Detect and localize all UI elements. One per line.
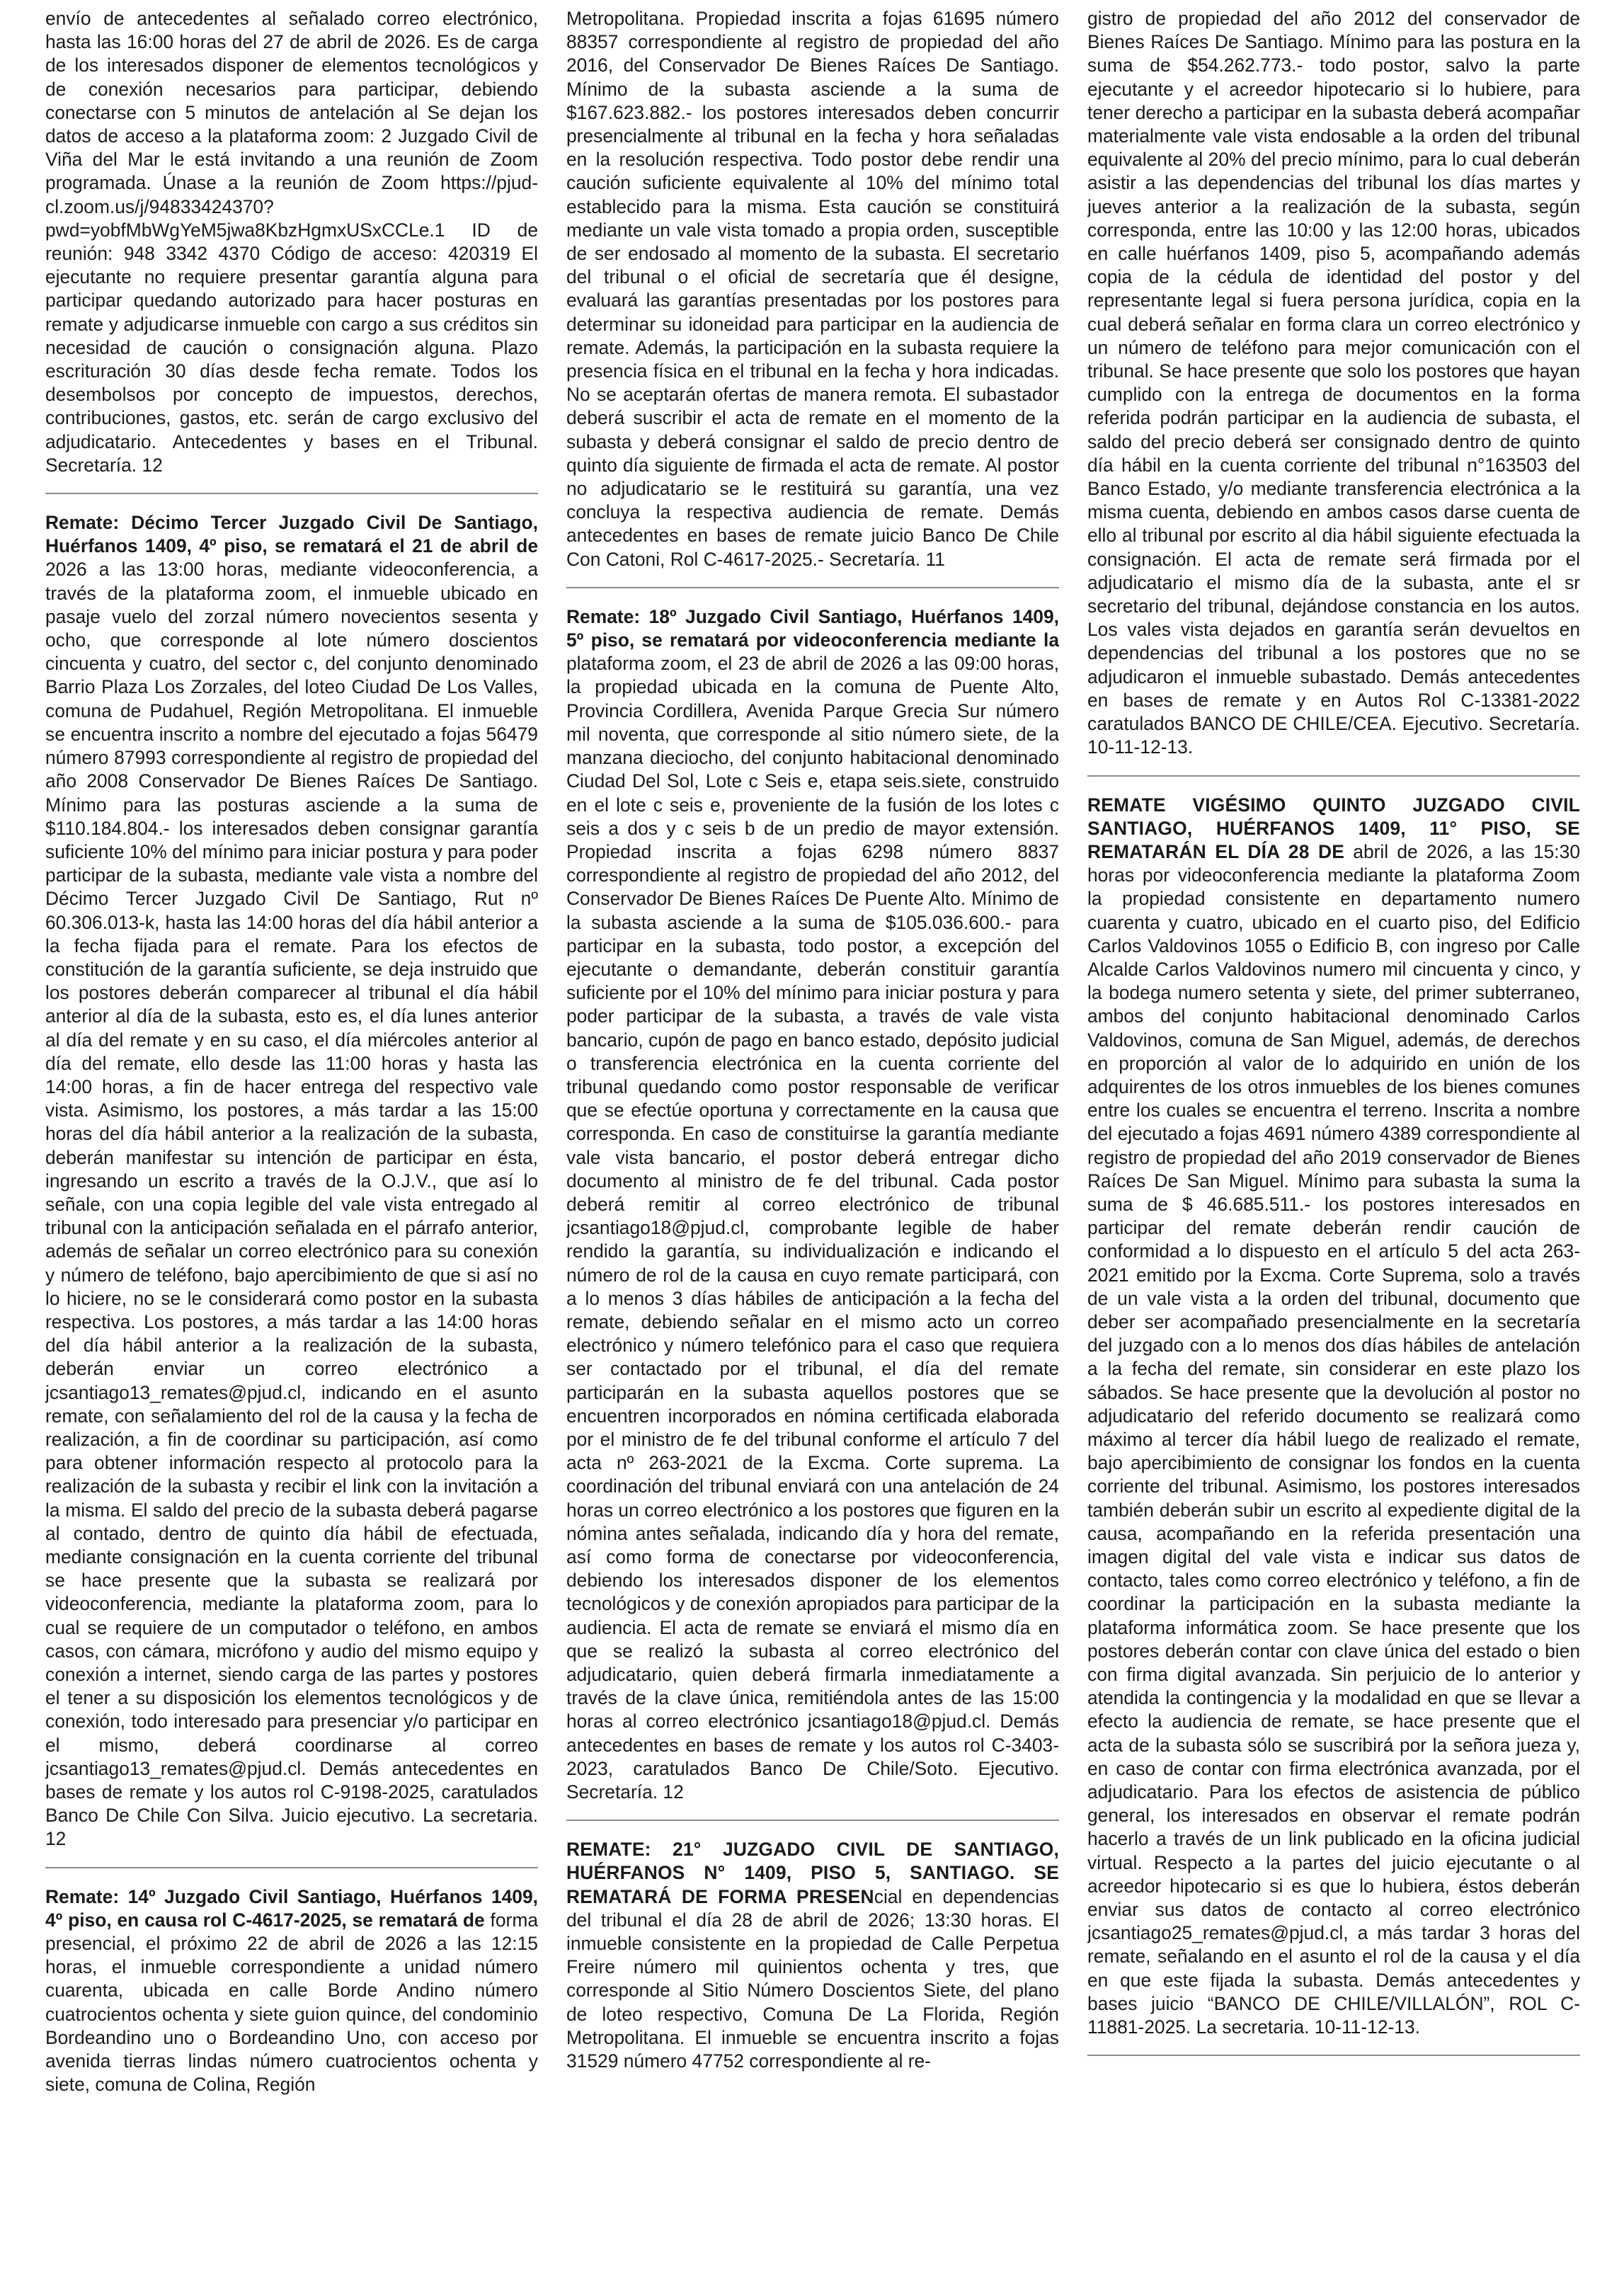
notice-21-juzgado-civil bbox=[566, 1838, 1059, 2073]
notice-body: 2026 a las 13:00 horas, mediante videoconferencia, a través de la plataforma zoom, el inmueble ubicado en pasaje vuelo del zorzal número novecientos sesenta y ocho, que corresponde al lote número doscientos cincuenta y cuatro, del sector c, del conjunto denominado Barrio Plaza Los Zorzales, del loteo Ciudad De Los Valles, comuna de Pudahuel, Región Metropolitana. El inmueble se encuentra inscrito a nombre del ejecutado a fojas 56479 número 87993 correspondiente al registro de propiedad del año 2008 Conservador De Bienes Raíces De Santiago. Mínimo para las posturas asciende a la suma de $110.184.804.- los interesados deben consignar garantía suficiente 10% del mínimo para iniciar postura y para poder participar de la subasta, mediante vale vista a nombre del Décimo Tercer Juzgado Civil De Santiago, Rut nº 60.306.013-k, hasta las 14:00 horas del día hábil anterior a la fecha fijada para el remate. Para los efectos de constitución de la garantía suficiente, se deja instruido que los postores deberán comparecer al tribunal el día hábil anterior al día de la subasta, esto es, el día lunes anterior al día del remate y en su caso, el día miércoles anterior al día del remate, ello desde las 11:00 horas y hasta las 14:00 horas, a fin de hacer entrega del respectivo vale vista. Asimismo, los postores, a más tardar a las 15:00 horas del día hábil anterior a la realización de la subasta, deberán manifestar su intención de participar en ésta, ingresando un escrito a través de la O.J.V., que así lo señale, con una copia legible del vale vista entregado al tribunal con la anticipación señalada en el párrafo anterior, además de señalar un correo electrónico para su conexión y número de teléfono, bajo apercibimiento de que si así no lo hiciere, no se le considerará como postor en la subasta respectiva. Los postores, a más tardar a las 14:00 horas del día hábil anterior a la realización de la subasta, deberán enviar un correo electrónico a jcsantiago13_remates@pjud.cl, indicando en el asunto remate, con señalamiento del rol de la causa y la fecha de realización, a fin de coordinar su participación, así como para obtener información respecto al protocolo para la realización de la subasta y recibir el link con la invitación a la misma. El saldo del precio de la subasta deberá pagarse al contado, dentro de quinto día hábil de efectuada, mediante consignación en la cuenta corriente del tribunal se hace presente que la subasta se realizará por videoconferencia, mediante la plataforma zoom, para lo cual se requiere de un computador o teléfono, en ambos casos, con cámara, micrófono y audio del mismo equipo y conexión a internet, siendo carga de las partes y postores el tener a su disposición los elementos tecnológicos y de conexión, todo interesado para presenciar y/o participar en el mismo, deberá coordinarse al correo jcsantiago13_remates@pjud.cl. Demás antecedentes en bases de remate y los autos rol C-9198-2025, caratulados Banco De Chile Con Silva. Juicio ejecutivo. La secretaria. 12 bbox=[45, 559, 538, 1850]
notice-heading: Remate: 14º Juzgado Civil Santiago, Huérfanos 1409, 4º piso, en causa rol C-4617-2025, se rematará de bbox=[45, 1885, 538, 1931]
column-3 bbox=[1087, 7, 1580, 2287]
notice-divider bbox=[1087, 775, 1580, 777]
notice-divider bbox=[566, 587, 1059, 588]
notice-body: cial en dependencias del tribunal el día 28 de abril de 2026; 13:30 horas. El inmueble consistente en la propiedad de Calle Perpetua Freire número mil quinientos ochenta y tres, que corresponde al Sitio Número Doscientos Siete, del plano de loteo respectivo, Comuna De La Florida, Región Metropolitana. El inmueble se encuentra inscrito a fojas 31529 número 47752 correspondiente al re- bbox=[566, 1885, 1059, 2072]
notice-continuation-14-juzgado bbox=[566, 7, 1059, 571]
notice-body: envío de antecedentes al señalado correo electrónico, hasta las 16:00 horas del 27 de abril de 2026. Es de carga de los interesados disponer de elementos tecnológicos y de conexión necesarios para participar, debiendo conectarse con 5 minutos de antelación al Se dejan los datos de acceso a la plataforma zoom: 2 Juzgado Civil de Viña del Mar le está invitando a una reunión de Zoom programada. Únase a la reunión de Zoom https://pjud-cl.zoom.us/j/94833424370?pwd=yobfMbWgYeM5jwa8KbzHgmxUSxCCLe.1 ID de reunión: 948 3342 4370 Código de acceso: 420319 El ejecutante no requiere presentar garantía alguna para participar quedando autorizado para hacer posturas en remate y adjudicarse inmueble con cargo a sus créditos sin necesidad de caución o consignación alguna. Plazo escrituración 30 días desde fecha remate. Todos los desembolsos por concepto de impuestos, derechos, contribuciones, gastos, etc. serán de cargo exclusivo del adjudicatario. Antecedentes y bases en el Tribunal. Secretaría. 12 bbox=[45, 8, 538, 476]
notice-body: plataforma zoom, el 23 de abril de 2026 a las 09:00 horas, la propiedad ubicada en la comuna de Puente Alto, Provincia Cordillera, Avenida Parque Grecia Sur número mil noventa, que corresponde al sitio número siete, de la manzana dieciocho, del conjunto habitacional denominado Ciudad Del Sol, Lote c Seis e, etapa seis.siete, construido en el lote c seis e, proveniente de la fusión de los lotes c seis a dos y c seis b de un predio de mayor extensión. Propiedad inscrita a fojas 6298 número 8837 correspondiente al registro de propiedad del año 2012, del Conservador De Bienes Raíces De Puente Alto. Mínimo de la subasta asciende a la suma de $105.036.600.- para participar en la subasta, todo postor, a excepción del ejecutante o demandante, deberán constituir garantía suficiente por el 10% del mínimo para iniciar postura y para poder participar de la subasta, a través de vale vista bancario, cupón de pago en banco estado, depósito judicial o transferencia electrónica en la cuenta corriente del tribunal quedando como postor responsable de verificar que se efectúe oportuna y correctamente en la causa que corresponda. En caso de constituirse la garantía mediante vale vista bancario, el postor deberá entregar dicho documento al ministro de fe del tribunal. Cada postor deberá remitir al correo electrónico de tribunal jcsantiago18@pjud.cl, comprobante legible de haber rendido la garantía, su individualización e indicando el número de rol de la causa en cuyo remate participará, con a lo menos 3 días hábiles de anticipación a la fecha del remate, debiendo señalar en el mismo acto un correo electrónico y número telefónico para el caso que requiera ser contactado por el tribunal, el día del remate participarán en la subasta aquellos postores que se encuentren incorporados en nómina certificada elaborada por el ministro de fe del tribunal conforme el artículo 7 del acta nº 263-2021 de la Excma. Corte suprema. La coordinación del tribunal enviará con una antelación de 24 horas un correo electrónico a los postores que figuren en la nómina antes señalada, indicando día y hora del remate, así como forma de conectarse por videoconferencia, debiendo los interesados disponer de los elementos tecnológicos y de conexión apropiados para participar de la audiencia. El acta de remate se enviará el mismo día en que se realizó la subasta al correo electrónico del adjudicatario, quien deberá firmarla inmediatamente a través de la clave única, remitiéndola antes de las 15:00 horas al correo electrónico jcsantiago18@pjud.cl. Demás antecedentes en bases de remate y los autos rol C-3403-2023, caratulados Banco De Chile/Soto. Ejecutivo. Secretaría. 12 bbox=[566, 653, 1059, 1803]
notice-heading: REMATE: 21° JUZGADO CIVIL DE SANTIAGO, HUÉRFANOS N° 1409, PISO 5, SANTIAGO. SE REMATARÁ DE FORMA PRESEN bbox=[566, 1839, 1059, 1907]
notice-heading: REMATE VIGÉSIMO QUINTO JUZGADO CIVIL SANTIAGO, HUÉRFANOS 1409, 11° PISO, SE REMATARÁN EL DÍA 28 DE bbox=[1087, 794, 1580, 862]
notice-continuation-vina-del-mar bbox=[45, 7, 538, 477]
column-2 bbox=[566, 7, 1059, 2287]
notice-13-juzgado-civil bbox=[45, 511, 538, 1851]
notice-14-juzgado-civil bbox=[45, 1885, 538, 2097]
notice-continuation-21-juzgado bbox=[1087, 7, 1580, 760]
notice-body: gistro de propiedad del año 2012 del conservador de Bienes Raíces De Santiago. Mínimo para las postura en la suma de $54.262.773.- todo postor, salvo la parte ejecutante y el acreedor hipotecario si lo hubiere, para tener derecho a participar en la subasta deberá acompañar materialmente vale vista endosable a la orden del tribunal equivalente al 20% del precio mínimo, para lo cual deberán asistir a las dependencias del tribunal los días martes y jueves anterior a la realización de la subasta, según corresponda, entre las 10:00 y las 12:00 horas, ubicados en calle huérfanos 1409, piso 5, acompañando además copia de la cédula de identidad del postor y del representante legal si fuera persona jurídica, copia en la cual deberá señalar en forma clara un correo electrónico y un número de teléfono para mejor comunicación con el tribunal. Se hace presente que solo los postores que hayan cumplido con la entrega de documentos en la forma referida podrán participar en la audiencia de subasta, el saldo del precio deberá ser consignado dentro de quinto día hábil en la cuenta corriente del tribunal n°163503 del Banco Estado, y/o mediante transferencia electrónica a la misma cuenta, debiendo en ambos casos darse cuenta de ello al tribunal por escrito al dia hábil siguiente efectuada la consignación. El acta de remate será firmada por el adjudicatario el mismo día de la subasta, ante el sr secretario del tribunal, dejándose constancia en los autos. Los vales vista dejados en garantía serán devueltos en dependencias del tribunal a los postores que no se adjudicaron el inmueble subastado. Demás antecedentes en bases de remate y en Autos Rol C-13381-2022 caratulados BANCO DE CHILE/CEA. Ejecutivo. Secretaría. 10-11-12-13. bbox=[1087, 8, 1580, 758]
notice-divider bbox=[45, 493, 538, 494]
notice-18-juzgado-civil bbox=[566, 605, 1059, 1804]
notice-25-juzgado-civil bbox=[1087, 794, 1580, 2040]
notice-divider bbox=[45, 1867, 538, 1868]
notice-body: forma presencial, el próximo 22 de abril de 2026 a las 12:15 horas, el inmueble correspondiente a unidad número cuarenta, ubicada en calle Borde Andino número cuatrocientos ochenta y siete guion quince, del condominio Bordeandino uno o Bordeandino Uno, con acceso por avenida tierras lindas número cuatrocientos ochenta y siete, comuna de Colina, Región bbox=[45, 1909, 538, 2096]
column-1 bbox=[45, 7, 538, 2287]
notice-divider bbox=[566, 1820, 1059, 1821]
notice-divider bbox=[1087, 2055, 1580, 2056]
notice-heading: Remate: Décimo Tercer Juzgado Civil De Santiago, Huérfanos 1409, 4º piso, se rematará el 21 de abril de bbox=[45, 512, 538, 557]
notice-heading: Remate: 18º Juzgado Civil Santiago, Huérfanos 1409, 5º piso, se rematará por videoconferencia mediante la bbox=[566, 605, 1059, 651]
classified-notices-page bbox=[45, 7, 1580, 2287]
notice-body: abril de 2026, a las 15:30 horas por videoconferencia mediante la plataforma Zoom la propiedad consistente en departamento numero cuarenta y cuatro, ubicado en el cuarto piso, del Edificio Carlos Valdovinos 1055 o Edificio B, con ingreso por Calle Alcalde Carlos Valdovinos numero mil cincuenta y cinco, y la bodega numero setenta y siete, del primer subterraneo, ambos del conjunto habitacional denominado Carlos Valdovinos, comuna de San Miguel, además, de derechos en proporción al valor de lo adquirido en unión de los adquirentes de los otros inmuebles de los bienes comunes entre los cuales se encuentra el terreno. Inscrita a nombre del ejecutado a fojas 4691 número 4389 correspondiente al registro de propiedad del año 2019 conservador de Bienes Raíces De San Miguel. Mínimo para subasta la suma la suma de $ 46.685.511.- los postores interesados en participar del remate deberán rendir caución de conformidad a lo dispuesto en el artículo 5 del acta 263-2021 emitido por la Excma. Corte Suprema, solo a través de un vale vista a la orden del tribunal, documento que deber ser acompañado presencialmente en la secretaría del juzgado con a lo menos dos días hábiles de antelación a la fecha del remate, sin considerar en este plazo los sábados. Se hace presente que la devolución al postor no adjudicatario del referido documento se realizará como máximo al tercer día hábil luego de realizado el remate, bajo apercibimiento de consignar los fondos en la cuenta corriente del tribunal. Asimismo, los postores interesados también deberán subir un escrito al expediente digital de la causa, acompañando en la referida presentación una imagen digital del vale vista e indicar sus datos de contacto, tales como correo electrónico y teléfono, a fin de coordinar la participación en la subasta mediante la plataforma informática zoom. Se hace presente que los postores deberán contar con clave única del estado o bien con firma digital avanzada. Sin perjuicio de lo anterior y atendida la contingencia y la modalidad en que se llevar a efecto la audiencia de remate, se hace presente que el acta de la subasta sólo se suscribirá por la señora jueza y, en caso de contar con firma electrónica avanzada, por el adjudicatario. Para los efectos de asistencia de público general, los interesados en observar el remate podrán hacerlo a través de un link publicado en la oficina judicial virtual. Respecto a la partes del juicio ejecutante o al acreedor hipotecario si es que lo hubiera, éstos deberán enviar sus datos de contacto al correo electrónico jcsantiago25_remates@pjud.cl, a más tardar 3 horas del remate, señalando en el asunto el rol de la causa y el día en que este fijada la subasta. Demás antecedentes y bases juicio “BANCO DE CHILE/VILLALÓN”, ROL C-11881-2025. La secretaria. 10-11-12-13. bbox=[1087, 840, 1580, 2038]
notice-body: Metropolitana. Propiedad inscrita a fojas 61695 número 88357 correspondiente al registro de propiedad del año 2016, del Conservador De Bienes Raíces De Santiago. Mínimo de la subasta asciende a la suma de $167.623.882.- los postores interesados deben concurrir presencialmente al tribunal en la fecha y hora señaladas en la resolución respectiva. Todo postor debe rendir una caución suficiente equivalente al 10% del mínimo total establecido para la misma. Esta caución se constituirá mediante un vale vista tomado a propia orden, susceptible de ser endosado al momento de la subasta. El secretario del tribunal o el oficial de secretaría que él designe, evaluará las garantías presentadas por los postores para determinar su idoneidad para participar en la audiencia de remate. Además, la participación en la subasta requiere la presencia física en el tribunal en la fecha y hora indicadas. No se aceptarán ofertas de manera remota. El subastador deberá suscribir el acta de remate en el momento de la subasta y deberá consignar el saldo de precio dentro de quinto día siguiente de firmada el acta de remate. Al postor no adjudicatario se le restituirá su garantía, una vez concluya la respectiva audiencia de remate. Demás antecedentes en bases de remate juicio Banco De Chile Con Catoni, Rol C-4617-2025.- Secretaría. 11 bbox=[566, 8, 1059, 570]
